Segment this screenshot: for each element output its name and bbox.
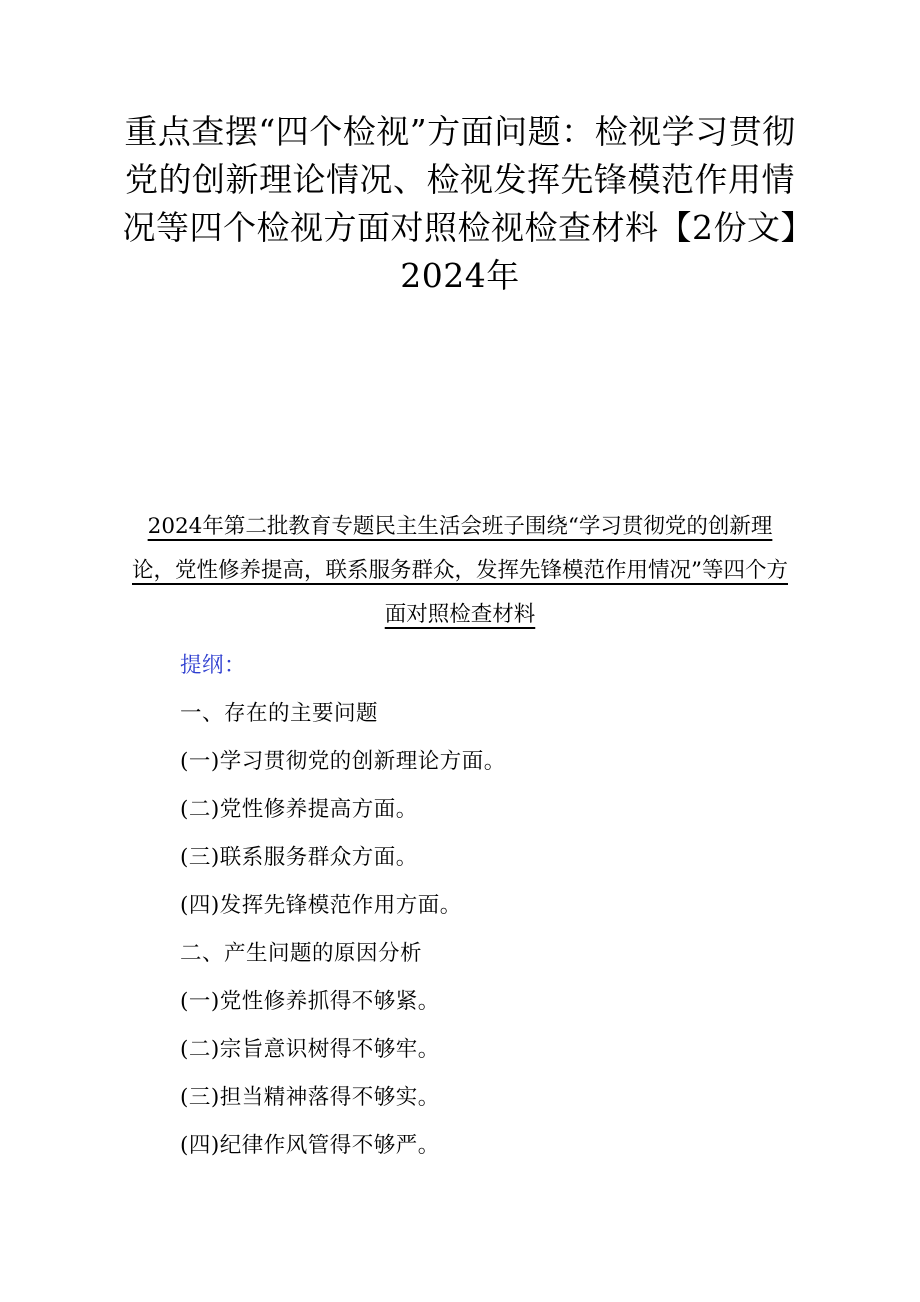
outline-item: 二、产生问题的原因分析 [180, 941, 423, 966]
outline-item: 一、存在的主要问题 [180, 701, 379, 726]
outline-item: (二)宗旨意识树得不够牢。 [180, 1037, 440, 1062]
outline-item: (一)党性修养抓得不够紧。 [180, 989, 440, 1014]
sub-title: 2024年第二批教育专题民主生活会班子围绕“学习贯彻党的创新理论，党性修养提高，联系服务群众，发挥先锋模范作用情况”等四个方面对照检查材料 [132, 514, 788, 627]
outline-item: (一)学习贯彻党的创新理论方面。 [180, 749, 506, 774]
outline-label: 提纲： [180, 653, 247, 678]
outline-item: (三)担当精神落得不够实。 [180, 1085, 440, 1110]
main-title: 重点查摆“四个检视”方面问题：检视学习贯彻党的创新理论情况、检视发挥先锋模范作用情况等四个检视方面对照检视检查材料【2份文】2024年 [122, 112, 798, 295]
outline-item: (三)联系服务群众方面。 [180, 845, 418, 870]
outline-item: (四)纪律作风管得不够严。 [180, 1133, 440, 1158]
outline-item: (四)发挥先锋模范作用方面。 [180, 893, 462, 918]
outline-list [180, 642, 800, 1170]
outline-item: (二)党性修养提高方面。 [180, 797, 418, 822]
